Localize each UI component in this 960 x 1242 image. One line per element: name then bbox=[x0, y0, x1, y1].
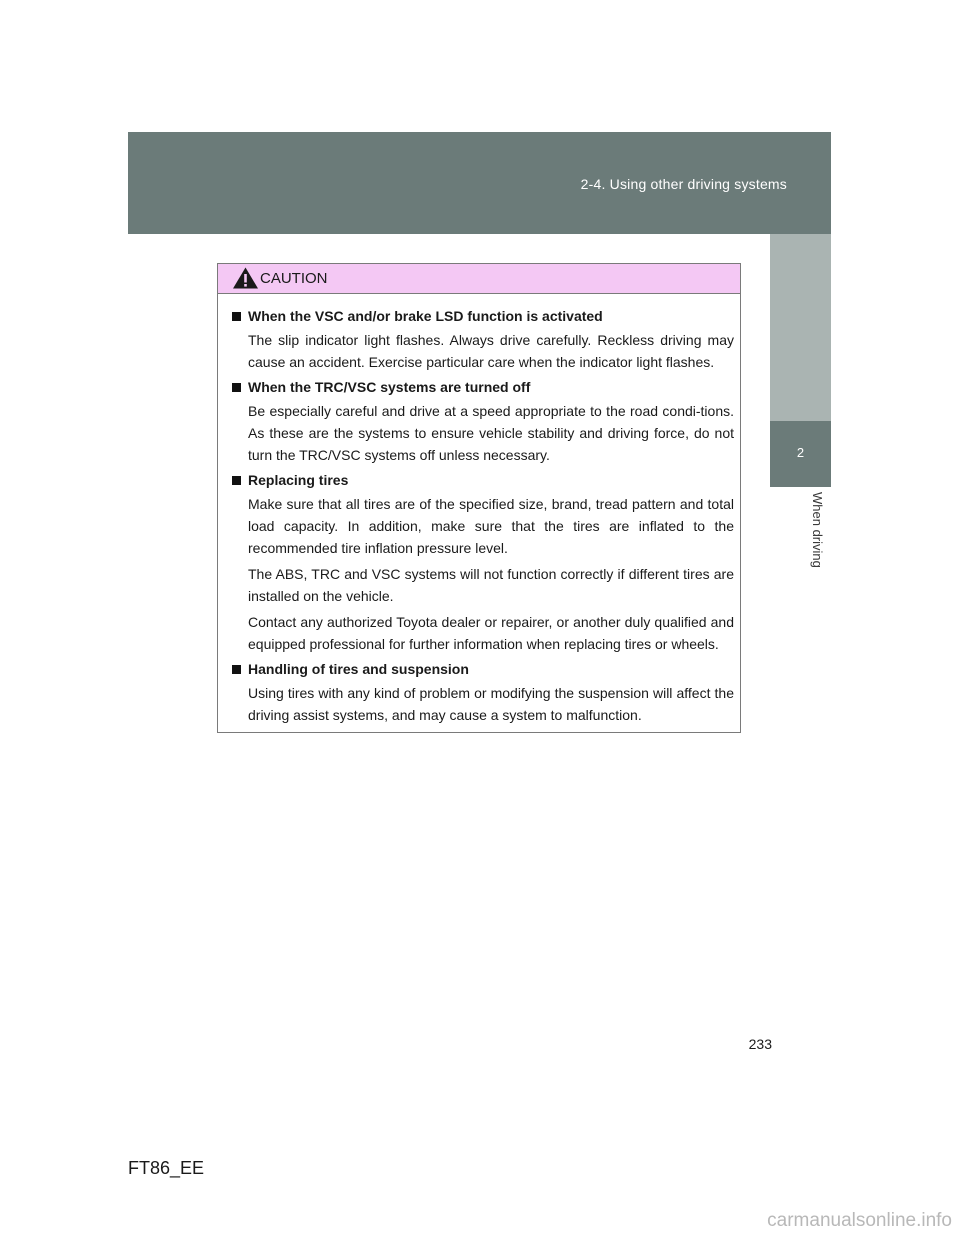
watermark: carmanualsonline.info bbox=[767, 1210, 952, 1231]
chapter-number: 2 bbox=[796, 445, 805, 460]
caution-paragraph: Be especially careful and drive at a speed appropriate to the road condi-tions. As these are the systems to ensure vehicle stability and driving force, do not turn the TRC/VSC systems off unless necessary. bbox=[248, 403, 734, 463]
square-bullet-icon bbox=[232, 665, 241, 674]
caution-body bbox=[218, 294, 740, 726]
caution-paragraph: Contact any authorized Toyota dealer or repairer, or another duly qualified and equipped professional for further information when replacing tires or wheels. bbox=[248, 614, 734, 652]
caution-paragraph: Using tires with any kind of problem or modifying the suspension will affect the driving assist systems, and may cause a system to malfunction. bbox=[248, 685, 734, 723]
caution-paragraph: The slip indicator light flashes. Always drive carefully. Reckless driving may cause an accident. Exercise particular care when the indicator light flashes. bbox=[248, 332, 734, 370]
caution-item-heading bbox=[232, 377, 734, 397]
warning-triangle-icon bbox=[232, 266, 259, 290]
caution-paragraph: The ABS, TRC and VSC systems will not function correctly if different tires are installed on the vehicle. bbox=[248, 566, 734, 604]
caution-paragraph: Make sure that all tires are of the specified size, brand, tread pattern and total load capacity. In addition, make sure that the tires are inflated to the recommended tire inflation pressure level. bbox=[248, 496, 734, 556]
heading-text: When the VSC and/or brake LSD function is activated bbox=[248, 308, 603, 324]
page-number: 233 bbox=[748, 1036, 772, 1052]
section-title: 2-4. Using other driving systems bbox=[580, 176, 787, 192]
heading-text: Replacing tires bbox=[248, 472, 349, 488]
chapter-side-tab bbox=[770, 234, 831, 722]
caution-item-heading bbox=[232, 470, 734, 490]
square-bullet-icon bbox=[232, 312, 241, 321]
caution-title: CAUTION bbox=[260, 270, 328, 287]
heading-text: Handling of tires and suspension bbox=[248, 661, 469, 677]
caution-item-heading bbox=[232, 659, 734, 679]
square-bullet-icon bbox=[232, 476, 241, 485]
caution-header bbox=[218, 264, 740, 294]
square-bullet-icon bbox=[232, 383, 241, 392]
document-code: FT86_EE bbox=[128, 1158, 205, 1178]
heading-text: When the TRC/VSC systems are turned off bbox=[248, 379, 531, 395]
caution-item-heading bbox=[232, 306, 734, 326]
header-band bbox=[128, 132, 831, 234]
side-tab-top bbox=[770, 234, 831, 421]
chapter-label: When driving bbox=[810, 492, 825, 568]
chapter-number-tab bbox=[770, 421, 831, 487]
caution-box bbox=[217, 263, 741, 733]
